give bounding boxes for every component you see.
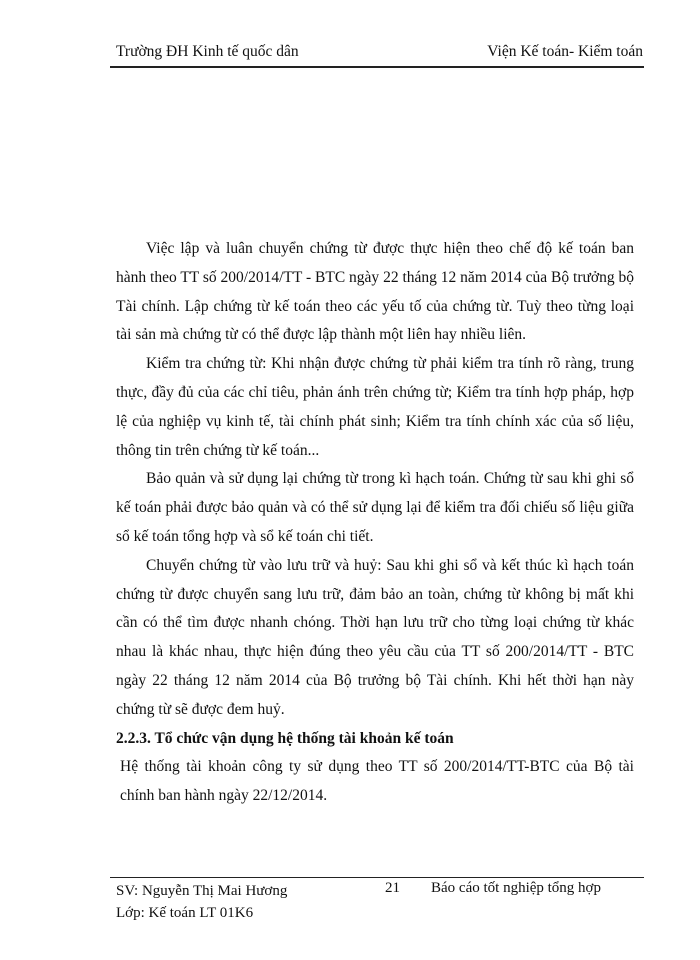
section-heading: 2.2.3. Tổ chức vận dụng hệ thống tài khoản kế toán	[116, 729, 454, 747]
paragraph-document-storage: Bảo quản và sử dụng lại chứng từ trong kì hạch toán. Chứng từ sau khi ghi sổ kế toán phải được bảo quản và có thể sử dụng lại để kiểm tra đối chiếu số liệu giữa sổ kế toán tổng hợp và sổ kế toán chi tiết.	[116, 470, 634, 545]
document-body	[116, 235, 634, 811]
paragraph-document-procedure: Việc lập và luân chuyển chứng từ được thực hiện theo chế độ kế toán ban hành theo TT số 200/2014/TT - BTC ngày 22 tháng 12 năm 2014 của Bộ trưởng bộ Tài chính. Lập chứng từ kế toán theo các yếu tố của chứng từ. Tuỳ theo từng loại tài sản mà chứng từ có thể được lập thành một liên hay nhiều liên.	[116, 240, 634, 344]
paragraph-document-check: Kiểm tra chứng từ: Khi nhận được chứng từ phải kiểm tra tính rõ ràng, trung thực, đầy đủ của các chỉ tiêu, phản ánh trên chứng từ; Kiểm tra tính hợp pháp, hợp lệ của nghiệp vụ kinh tế, tài chính phát sinh; Kiểm tra tính chính xác của số liệu, thông tin trên chứng từ kế toán...	[116, 355, 634, 459]
page-number: 21	[385, 880, 400, 896]
footer-divider	[110, 877, 644, 878]
footer-student-name: SV: Nguyễn Thị Mai Hương	[116, 883, 288, 899]
paragraph-document-archive: Chuyển chứng từ vào lưu trữ và huỷ: Sau khi ghi sổ và kết thúc kì hạch toán chứng từ được chuyển sang lưu trữ, đảm bảo an toàn, chứng từ không bị mất khi cần có thể tìm được nhanh chóng. Thời hạn lưu trữ cho từng loại chứng từ khác nhau là khác nhau, thực hiện đúng theo yêu cầu của TT số 200/2014/TT - BTC ngày 22 tháng 12 năm 2014 của Bộ trưởng bộ Tài chính. Khi hết thời hạn này chứng từ sẽ được đem huỷ.	[116, 556, 634, 718]
footer-class-name: Lớp: Kế toán LT 01K6	[116, 905, 254, 921]
footer-student-info	[116, 880, 287, 924]
section-paragraph: Hệ thống tài khoản công ty sử dụng theo TT số 200/2014/TT-BTC của Bộ tài chính ban hành ngày 22/12/2014.	[120, 758, 634, 805]
footer-report-title: Báo cáo tốt nghiệp tổng hợp	[431, 880, 601, 896]
header-school-name: Trường ĐH Kinh tế quốc dân	[116, 43, 299, 60]
header-institute-name: Viện Kế toán- Kiểm toán	[487, 43, 643, 60]
header-divider	[110, 66, 644, 68]
